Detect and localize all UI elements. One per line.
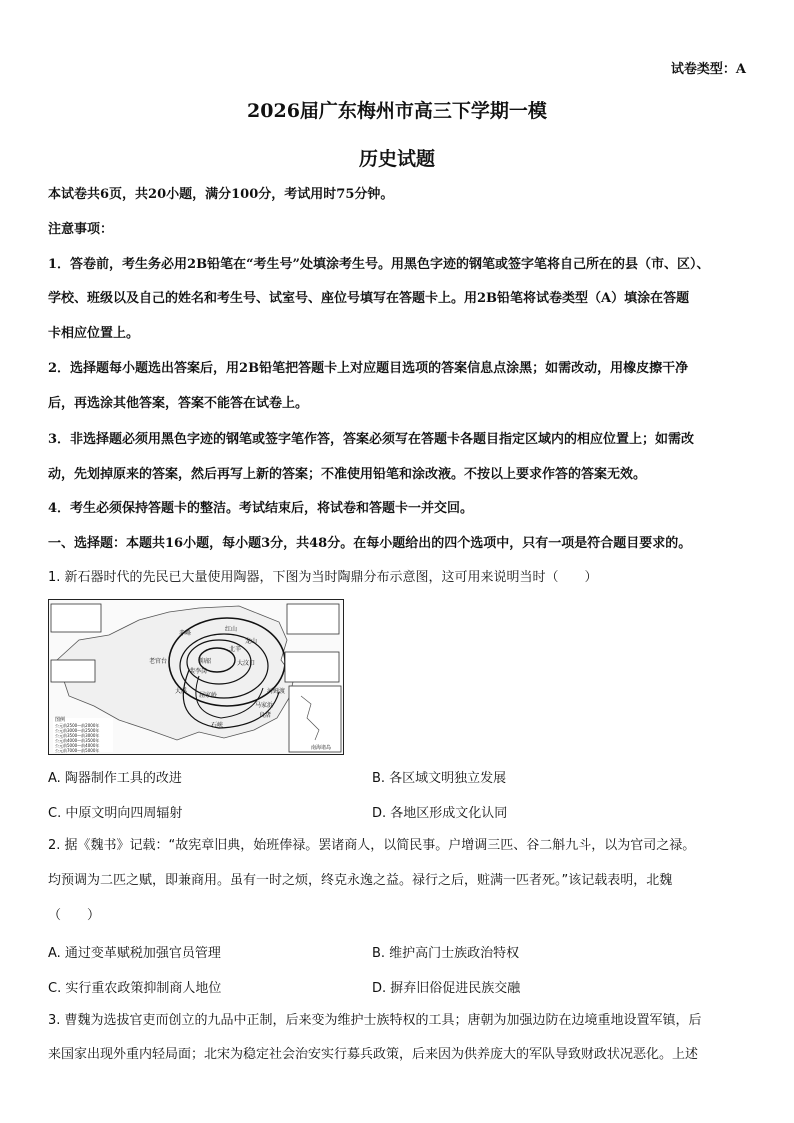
legend-item: 公元前3000—前2500年 [55, 728, 100, 733]
note-line: 2．选择题每小题选出答案后，用2B铅笔把答题卡上对应题目选项的答案信息点涂黑；如需改动，用橡皮擦干净 [48, 361, 689, 376]
map-place-label: 大溪 [175, 688, 188, 695]
map-place-label: 屈家岭 [199, 692, 218, 699]
q1-option-d[interactable]: D. 各地区形成文化认同 [372, 806, 508, 821]
map-place-label: 老官台 [149, 658, 168, 665]
map-place-label: 大汶口 [237, 660, 256, 667]
legend-item: 公元前2500—前2000年 [55, 723, 100, 728]
note-line: 3．非选择题必须用黑色字迹的钢笔或签字笔作答，答案必须写在答题卡各题目指定区域内的相应位置上；如需改 [48, 432, 695, 447]
legend-item: 公元前4000—前3500年 [55, 738, 100, 743]
exam-title: 2026届广东梅州市高三下学期一模 [247, 100, 547, 122]
question-1-stem: 1. 新石器时代的先民已大量使用陶器，下图为当时陶鼎分布示意图，这可用来说明当时（ ） [48, 570, 598, 585]
legend-item: 公元前7000—前5000年 [55, 748, 100, 753]
map-place-label: 河姆渡 [267, 688, 286, 695]
map-place-label: 红山 [225, 626, 238, 633]
question-3-stem: 来国家出现外重内轻局面；北宋为稳定社会治安实行募兵政策，后来因为供养庞大的军队导致财政状况恶化。上述 [48, 1047, 699, 1062]
intro-text: 本试卷共6页，共20小题，满分100分，考试用时75分钟。 [48, 187, 394, 202]
map-place-label: 良渚 [259, 712, 272, 719]
map-place-label: 仰韶 [199, 658, 212, 665]
inset-label: 南海诸岛 [311, 745, 332, 751]
q2-option-a[interactable]: A. 通过变革赋税加强官员管理 [48, 946, 221, 961]
map-place-label: 龙山 [245, 638, 258, 645]
q1-option-b[interactable]: B. 各区域文明独立发展 [372, 771, 507, 786]
note-line: 1．答卷前，考生务必用2B铅笔在“考生号”处填涂考生号。用黑色字迹的钢笔或签字笔将自己所在的县（市、区）、 [48, 257, 710, 272]
legend-item: 公元前5000—前4000年 [55, 743, 100, 748]
map-place-label: 马家浜 [255, 702, 274, 709]
map-legend [55, 723, 99, 753]
note-line: 卡相应位置上。 [48, 326, 140, 341]
note-line: 4．考生必须保持答题卡的整洁。考试结束后，将试卷和答题卡一并交回。 [48, 501, 474, 516]
note-line: 学校、班级以及自己的姓名和考生号、试室号、座位号填写在答题卡上。用2B铅笔将试卷类型（A）填涂在答题 [48, 291, 690, 306]
map-place-label: 赤峰 [179, 630, 192, 637]
note-line: 后，再选涂其他答案，答案不能答在试卷上。 [48, 396, 309, 411]
paper-type: 试卷类型：A [670, 62, 746, 77]
question-3-stem: 3. 曹魏为选拔官吏而创立的九品中正制，后来变为维护士族特权的工具；唐朝为加强边防在边境重地设置军镇，后 [48, 1013, 702, 1028]
question-2-stem: （ ） [48, 908, 101, 923]
question-2-stem: 均预调为二匹之赋，即兼商用。虽有一时之烦，终克永逸之益。禄行之后，赃满一匹者死。”该记载表明，北魏 [48, 873, 673, 888]
notes-title: 注意事项： [48, 222, 114, 237]
q2-option-b[interactable]: B. 维护高门士族政治特权 [372, 946, 520, 961]
map-place-label: 石峡 [211, 722, 224, 729]
q1-option-c[interactable]: C. 中原文明向四周辐射 [48, 806, 183, 821]
legend-item: 公元前3500—前3000年 [55, 733, 100, 738]
pottery-distribution-map [48, 599, 344, 755]
note-line: 动，先划掉原来的答案，然后再写上新的答案；不准使用铅笔和涂改液。不按以上要求作答的答案无效。 [48, 467, 647, 482]
section-heading: 一、选择题：本题共16小题，每小题3分，共48分。在每小题给出的四个选项中，只有一项是符合题目要求的。 [48, 536, 692, 551]
map-place-label: 裴李岗 [189, 668, 208, 675]
subject-title: 历史试题 [358, 148, 435, 170]
question-2-stem: 2. 据《魏书》记载：“故宪章旧典，始班俸禄。罢诸商人，以简民事。户增调三匹、谷二斛九斗，以为官司之禄。 [48, 838, 696, 853]
q1-option-a[interactable]: A. 陶器制作工具的改进 [48, 771, 182, 786]
q2-option-c[interactable]: C. 实行重农政策抑制商人地位 [48, 981, 222, 996]
map-legend-title: 图例 [55, 717, 66, 723]
map-place-label: 北辛 [229, 646, 242, 653]
q2-option-d[interactable]: D. 摒弃旧俗促进民族交融 [372, 981, 521, 996]
